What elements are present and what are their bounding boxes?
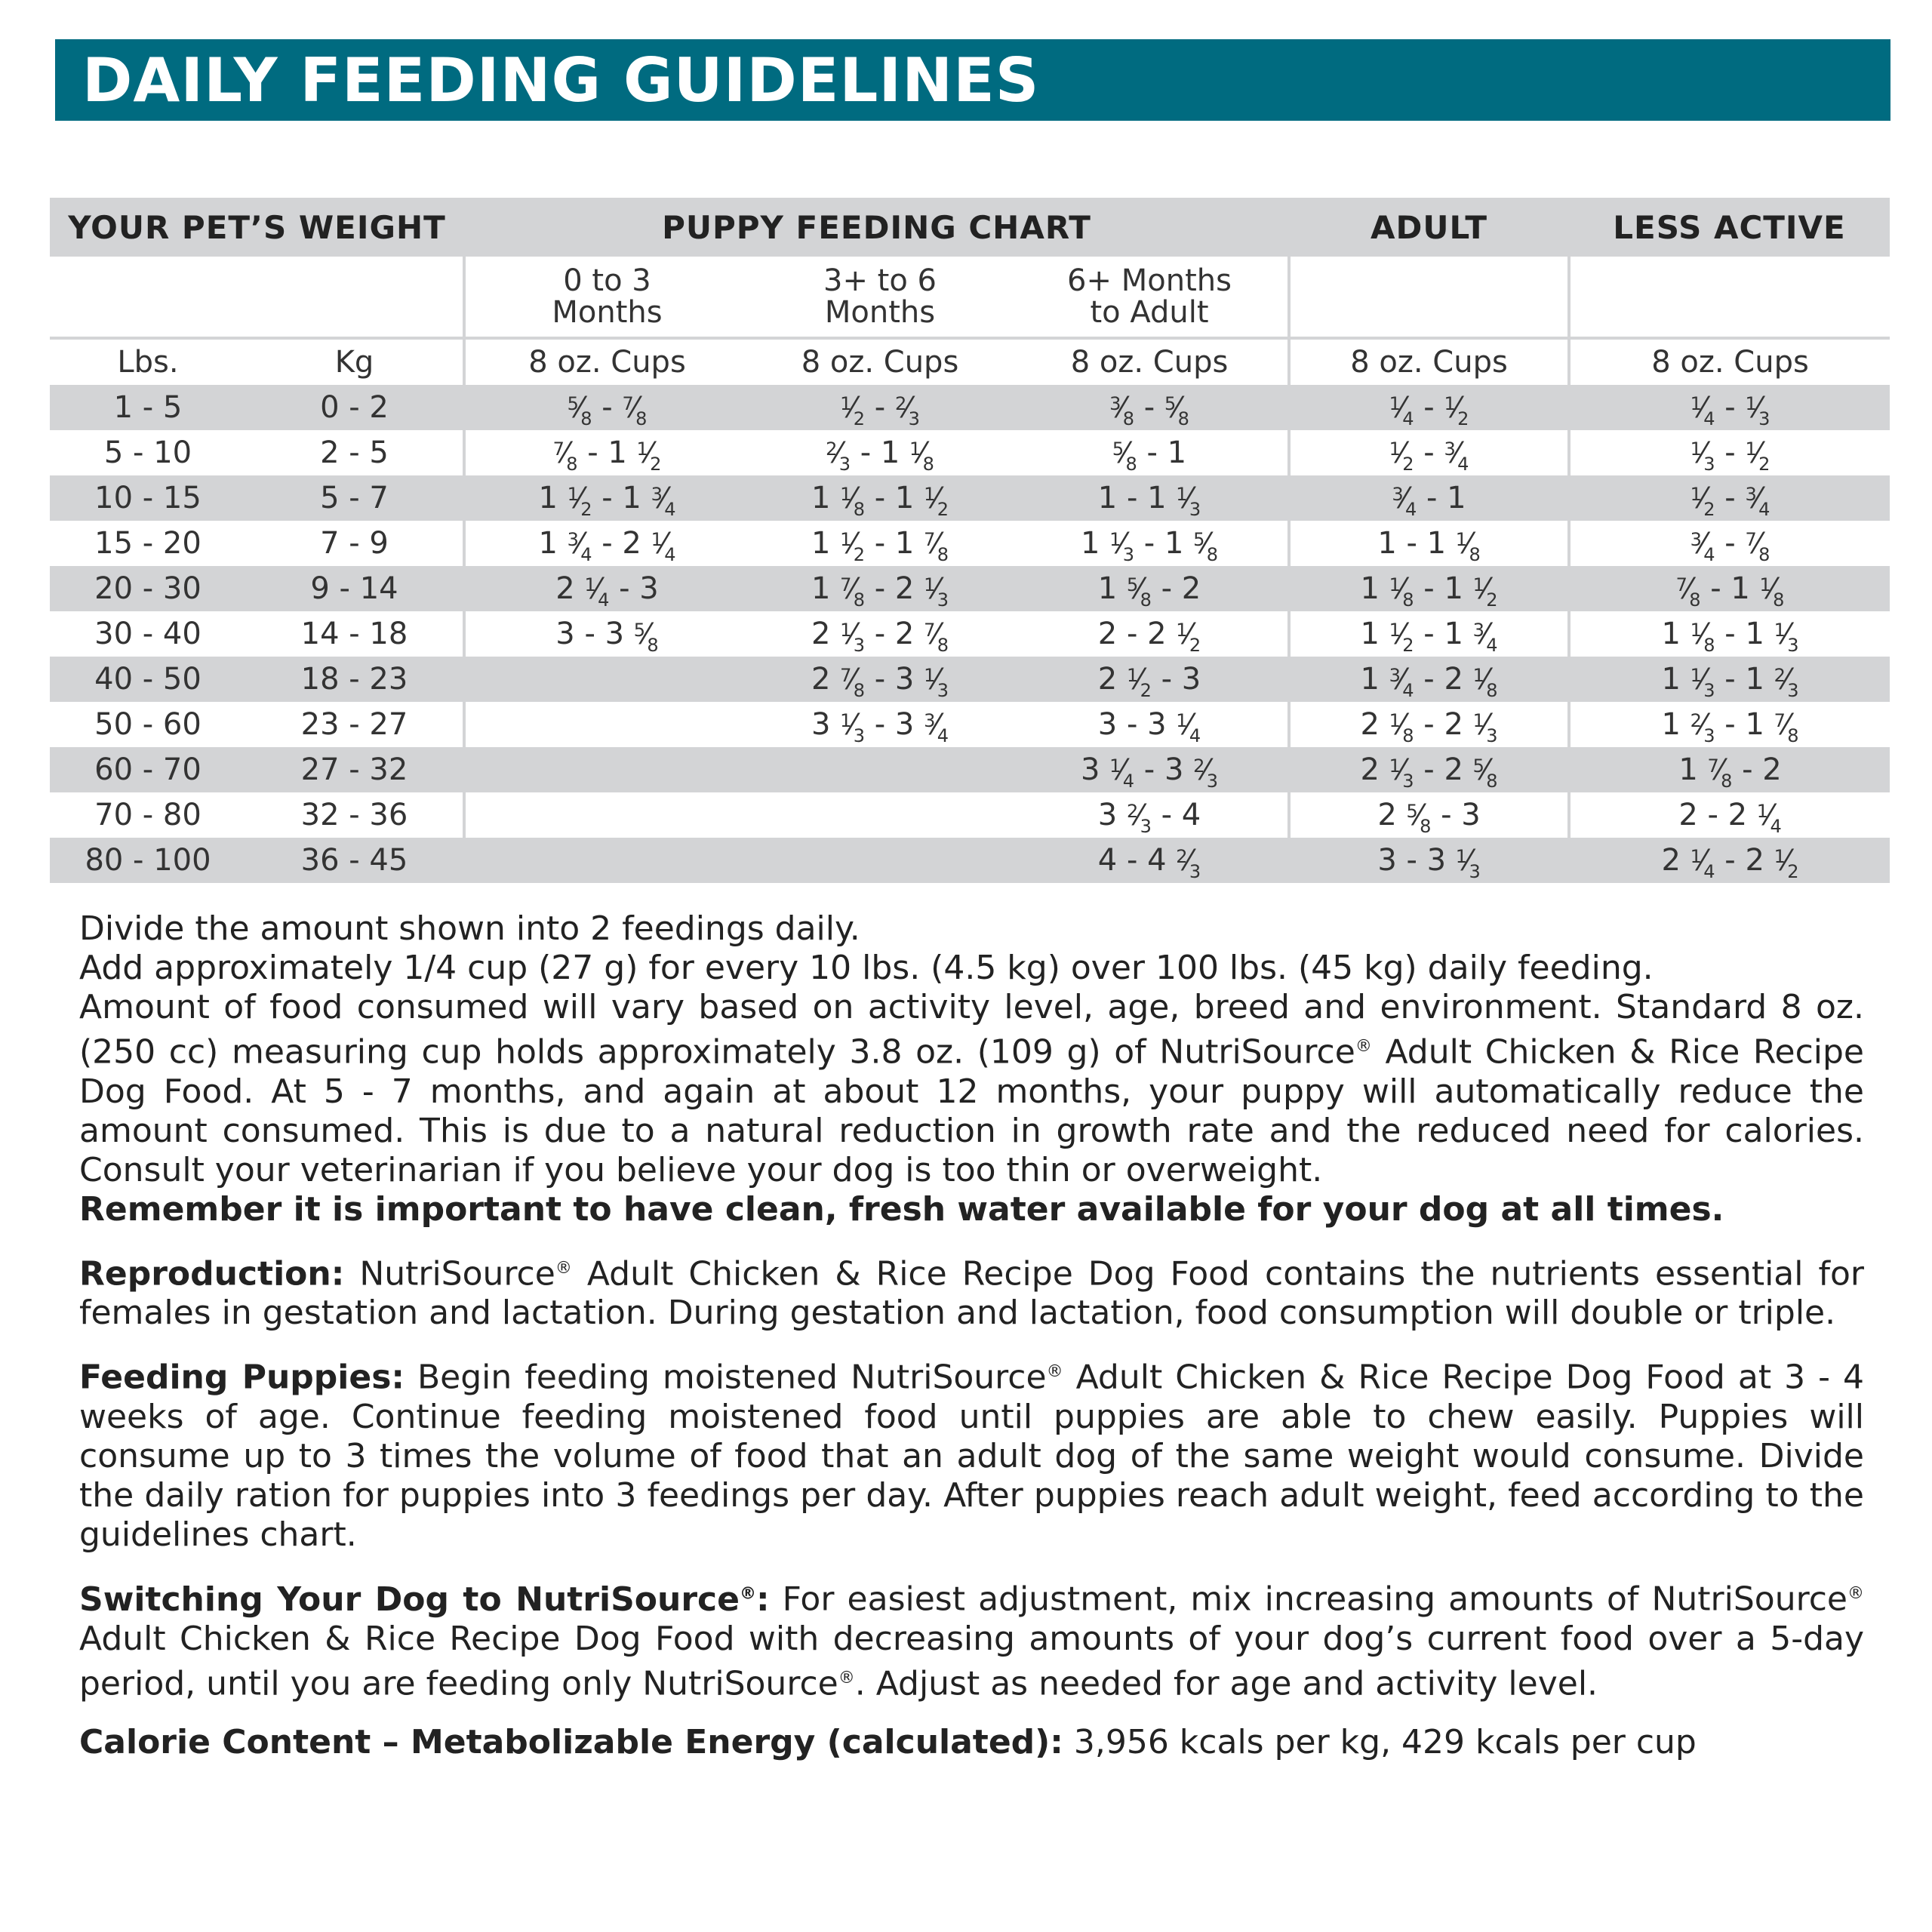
weight-kg-cell: 27 - 32: [246, 747, 464, 792]
note-calories: [79, 1723, 1864, 1762]
table-row: [50, 611, 1890, 657]
cups-cell: 3 - 3 $^1⁄_3$: [1289, 838, 1569, 883]
weight-lbs-cell: 70 - 80: [94, 798, 202, 832]
weight-lbs-cell: 60 - 70: [50, 747, 246, 792]
cups-cell: 1 $^1⁄_2 - 1$ $^3⁄_4$: [464, 475, 749, 521]
table-row: [50, 566, 1890, 611]
table-row: [50, 430, 1890, 475]
cups-cell: $^5⁄_8 - 1$: [1112, 435, 1187, 475]
cups-cell: $^3⁄_4$ - $^7⁄_8$: [1569, 521, 1890, 566]
unit-kg: Kg: [334, 345, 374, 380]
cups-cell: 2 $^1⁄_2 - 3$: [1011, 657, 1289, 702]
switching-label-a: Switching Your Dog to NutriSource: [79, 1580, 740, 1619]
cups-cell: 2 $^5⁄_8 - 3$: [1289, 792, 1569, 838]
table-row: [50, 657, 1890, 702]
cups-cell: 3 $^1⁄_4 - 3$ $^2⁄_3$: [1011, 747, 1289, 792]
cups-cell: 2 $^1⁄_4 - 2$ $^1⁄_2$: [1569, 838, 1890, 883]
puppies-b: Adult Chicken & Rice Recipe Dog Food at 3 - 4 weeks of age. Continue feeding moistened food until puppies are able to chew easily. Puppies will consume up to 3 times the volume of food that an adult dog of the same weight would consume. Divide the daily ration for puppies into 3 feedings per day. After puppies reach adult weight, feed according to the guidelines chart.: [79, 1358, 1864, 1554]
switching-c: . Adjust as needed for age and activity level.: [854, 1664, 1598, 1703]
note-extra: Add approximately 1/4 cup (27 g) for every 10 lbs. (4.5 kg) over 100 lbs. (45 kg) daily feeding.: [79, 949, 1654, 987]
calorie-text: 3,956 kcals per kg, 429 kcals per cup: [1063, 1723, 1697, 1762]
cups-cell: [464, 657, 749, 702]
note-puppies: [79, 1352, 1864, 1555]
cups-cell: 1 $^1⁄_8 - 1$ $^1⁄_3$: [1569, 611, 1890, 657]
cups-cell: 1 $^3⁄_4 - 2$ $^1⁄_4$: [464, 521, 749, 566]
table-row: [50, 792, 1890, 838]
note-feedings: Divide the amount shown into 2 feedings daily.: [79, 909, 860, 948]
reproduction-a: NutriSource: [344, 1254, 555, 1294]
weight-lbs-cell: 40 - 50: [50, 657, 246, 702]
weight-lbs-cell: 20 - 30: [50, 566, 246, 611]
cups-cell: [464, 702, 749, 747]
weight-lbs-cell: 30 - 40: [94, 617, 202, 651]
units-row: [50, 338, 1890, 385]
table-row: [50, 702, 1890, 747]
cups-cell: 1 $^1⁄_8 - 1$ $^1⁄_2$: [749, 475, 1011, 521]
switching-b: Adult Chicken & Rice Recipe Dog Food with decreasing amounts of your dog’s current food over a 5-day period, until you are feeding only NutriSource: [79, 1619, 1864, 1703]
switching-label-b: :: [755, 1580, 770, 1619]
unit-cups: 8 oz. Cups: [1569, 338, 1890, 385]
note-amount-a: Amount of food consumed will vary based on activity level, age, breed and environment. Standard 8 oz. (250 cc) measuring cup holds approximately 3.8 oz. (109 g) of NutriSource: [79, 988, 1864, 1072]
age-less-blank: [1569, 257, 1890, 338]
cups-cell: 2 $^1⁄_3 - 2$ $^5⁄_8$: [1289, 747, 1569, 792]
switching-a: For easiest adjustment, mix increasing amounts of NutriSource: [769, 1580, 1847, 1619]
age-row: [50, 257, 1890, 338]
adult-header: ADULT: [1289, 198, 1569, 257]
cups-cell: [749, 792, 1011, 838]
cups-cell: $^1⁄_2$ - $^3⁄_4$: [1569, 475, 1890, 521]
cups-cell: 1 - 1 $^1⁄_3$: [1011, 475, 1289, 521]
cups-cell: 1 $^1⁄_2 - 1$ $^7⁄_8$: [811, 526, 949, 565]
age-blank: [50, 257, 464, 338]
cups-cell: 1 $^1⁄_2 - 1$ $^3⁄_4$: [1289, 611, 1569, 657]
weight-kg-cell: 32 - 36: [300, 798, 408, 832]
cups-cell: 2 - 2 $^1⁄_2$: [1097, 617, 1201, 656]
registered-mark: ®: [1355, 1037, 1372, 1056]
cups-cell: 1 $^5⁄_8 - 2$: [1011, 566, 1289, 611]
weight-lbs-cell: 5 - 10: [103, 435, 192, 470]
table-row: [50, 838, 1890, 883]
less-active-header: LESS ACTIVE: [1569, 198, 1890, 257]
cups-cell: 1 - 1 $^1⁄_8$: [1289, 521, 1569, 566]
note-water: [79, 1190, 1864, 1229]
notes-section: [79, 909, 1864, 1762]
weight-kg-cell: 2 - 5: [320, 435, 389, 470]
weight-kg-cell: 18 - 23: [246, 657, 464, 702]
cups-cell: [464, 838, 749, 883]
weight-kg-cell: 23 - 27: [300, 707, 408, 742]
weight-kg-cell: 14 - 18: [300, 617, 408, 651]
weight-lbs-cell: 15 - 20: [94, 526, 202, 561]
table-header-row: [50, 198, 1890, 257]
unit-cups: 8 oz. Cups: [801, 345, 959, 380]
registered-mark: ®: [1046, 1362, 1063, 1382]
cups-cell: 3 - 3 $^5⁄_8$: [464, 611, 749, 657]
weight-lbs-cell: 1 - 5: [50, 385, 246, 430]
unit-cups: 8 oz. Cups: [1289, 338, 1569, 385]
registered-mark: ®: [1847, 1583, 1864, 1603]
table-row: [50, 475, 1890, 521]
weight-lbs-cell: 80 - 100: [50, 838, 246, 883]
cups-cell: $^2⁄_3 - 1$ $^1⁄_8$: [826, 435, 934, 475]
cups-cell: 1 $^1⁄_3 - 1$ $^5⁄_8$: [1080, 526, 1219, 565]
cups-cell: 4 - 4 $^2⁄_3$: [1011, 838, 1289, 883]
cups-cell: [464, 792, 749, 838]
cups-cell: $^7⁄_8 - 1$ $^1⁄_8$: [1569, 566, 1890, 611]
unit-cups: 8 oz. Cups: [1070, 345, 1229, 380]
cups-cell: 1 $^3⁄_4 - 2$ $^1⁄_8$: [1289, 657, 1569, 702]
note-reproduction: [79, 1249, 1864, 1334]
weight-kg-cell: 5 - 7: [246, 475, 464, 521]
age-label: 3+ to 6 Months: [823, 263, 937, 330]
cups-cell: $^1⁄_3$ - $^1⁄_2$: [1569, 430, 1890, 475]
cups-cell: 3 $^1⁄_3 - 3$ $^3⁄_4$: [811, 707, 949, 746]
cups-cell: 3 $^2⁄_3 - 4$: [1097, 798, 1201, 837]
cups-cell: 1 $^7⁄_8 - 2$ $^1⁄_3$: [749, 566, 1011, 611]
registered-mark: ®: [555, 1258, 572, 1278]
cups-cell: $^1⁄_4$ - $^1⁄_3$: [1569, 385, 1890, 430]
table-row: [50, 385, 1890, 430]
cups-cell: [749, 838, 1011, 883]
note-amount: [79, 988, 1864, 1190]
registered-mark: ®: [739, 1583, 756, 1603]
reproduction-b: Adult Chicken & Rice Recipe Dog Food contains the nutrients essential for females in gestation and lactation. During gestation and lactation, food consumption will double or triple.: [79, 1254, 1864, 1333]
cups-cell: $^5⁄_8$ - $^7⁄_8$: [464, 385, 749, 430]
age-label: 6+ Months to Adult: [1067, 263, 1232, 330]
cups-cell: 2 $^1⁄_4 - 3$: [464, 566, 749, 611]
switching-label: [79, 1580, 770, 1619]
cups-cell: 2 $^1⁄_3 - 2$ $^7⁄_8$: [811, 617, 949, 656]
table-row: [50, 747, 1890, 792]
calorie-label: Calorie Content – Metabolizable Energy (calculated):: [79, 1723, 1063, 1762]
weight-kg-cell: 36 - 45: [246, 838, 464, 883]
cups-cell: 3 - 3 $^1⁄_4$: [1097, 707, 1201, 746]
unit-lbs: Lbs.: [117, 345, 179, 380]
registered-mark: ®: [838, 1668, 855, 1687]
note-amount-b: Adult Chicken & Rice Recipe Dog Food. At 5 - 7 months, and again at about 12 months, your puppy will automatically reduce the amount consumed. This is due to a natural reduction in growth rate and the reduced need for calories. Consult your veterinarian if you believe your dog is too thin or overweight.: [79, 1032, 1864, 1189]
age-0-3: [464, 257, 749, 338]
note-switching: [79, 1574, 1864, 1703]
cups-cell: 1 $^2⁄_3 - 1$ $^7⁄_8$: [1569, 702, 1890, 747]
cups-cell: $^3⁄_8$ - $^5⁄_8$: [1011, 385, 1289, 430]
reproduction-label: Reproduction:: [79, 1254, 345, 1294]
age-adult-blank: [1289, 257, 1569, 338]
table-row: [50, 521, 1890, 566]
cups-cell: $^1⁄_2$ - $^3⁄_4$: [1289, 430, 1569, 475]
page-title: DAILY FEEDING GUIDELINES: [82, 45, 1040, 115]
cups-cell: $^1⁄_2$ - $^2⁄_3$: [749, 385, 1011, 430]
feeding-table: [50, 198, 1890, 883]
weight-lbs-cell: 10 - 15: [50, 475, 246, 521]
cups-cell: 2 $^1⁄_8 - 2$ $^1⁄_3$: [1289, 702, 1569, 747]
cups-cell: 2 - 2 $^1⁄_4$: [1569, 792, 1890, 838]
puppies-a: Begin feeding moistened NutriSource: [404, 1358, 1047, 1397]
cups-cell: [749, 747, 1011, 792]
title-banner: [55, 39, 1890, 121]
cups-cell: 2 $^7⁄_8 - 3$ $^1⁄_3$: [749, 657, 1011, 702]
age-6-adult: [1011, 257, 1289, 338]
unit-cups: 8 oz. Cups: [464, 338, 749, 385]
age-label: 0 to 3 Months: [552, 263, 663, 330]
puppy-header: PUPPY FEEDING CHART: [464, 198, 1289, 257]
age-3-6: [749, 257, 1011, 338]
cups-cell: 1 $^7⁄_8 - 2$: [1569, 747, 1890, 792]
cups-cell: 1 $^1⁄_8 - 1$ $^1⁄_2$: [1289, 566, 1569, 611]
cups-cell: $^7⁄_8 - 1$ $^1⁄_2$: [464, 430, 749, 475]
weight-kg-cell: 0 - 2: [246, 385, 464, 430]
cups-cell: 1 $^1⁄_3 - 1$ $^2⁄_3$: [1569, 657, 1890, 702]
cups-cell: $^1⁄_4$ - $^1⁄_2$: [1289, 385, 1569, 430]
weight-kg-cell: 9 - 14: [246, 566, 464, 611]
puppies-label: Feeding Puppies:: [79, 1358, 405, 1397]
weight-header: YOUR PET’S WEIGHT: [50, 198, 464, 257]
weight-kg-cell: 7 - 9: [320, 526, 389, 561]
weight-lbs-cell: 50 - 60: [94, 707, 202, 742]
cups-cell: [464, 747, 749, 792]
note-water-text: Remember it is important to have clean, fresh water available for your dog at all times.: [79, 1189, 1724, 1229]
cups-cell: $^3⁄_4 - 1$: [1289, 475, 1569, 521]
